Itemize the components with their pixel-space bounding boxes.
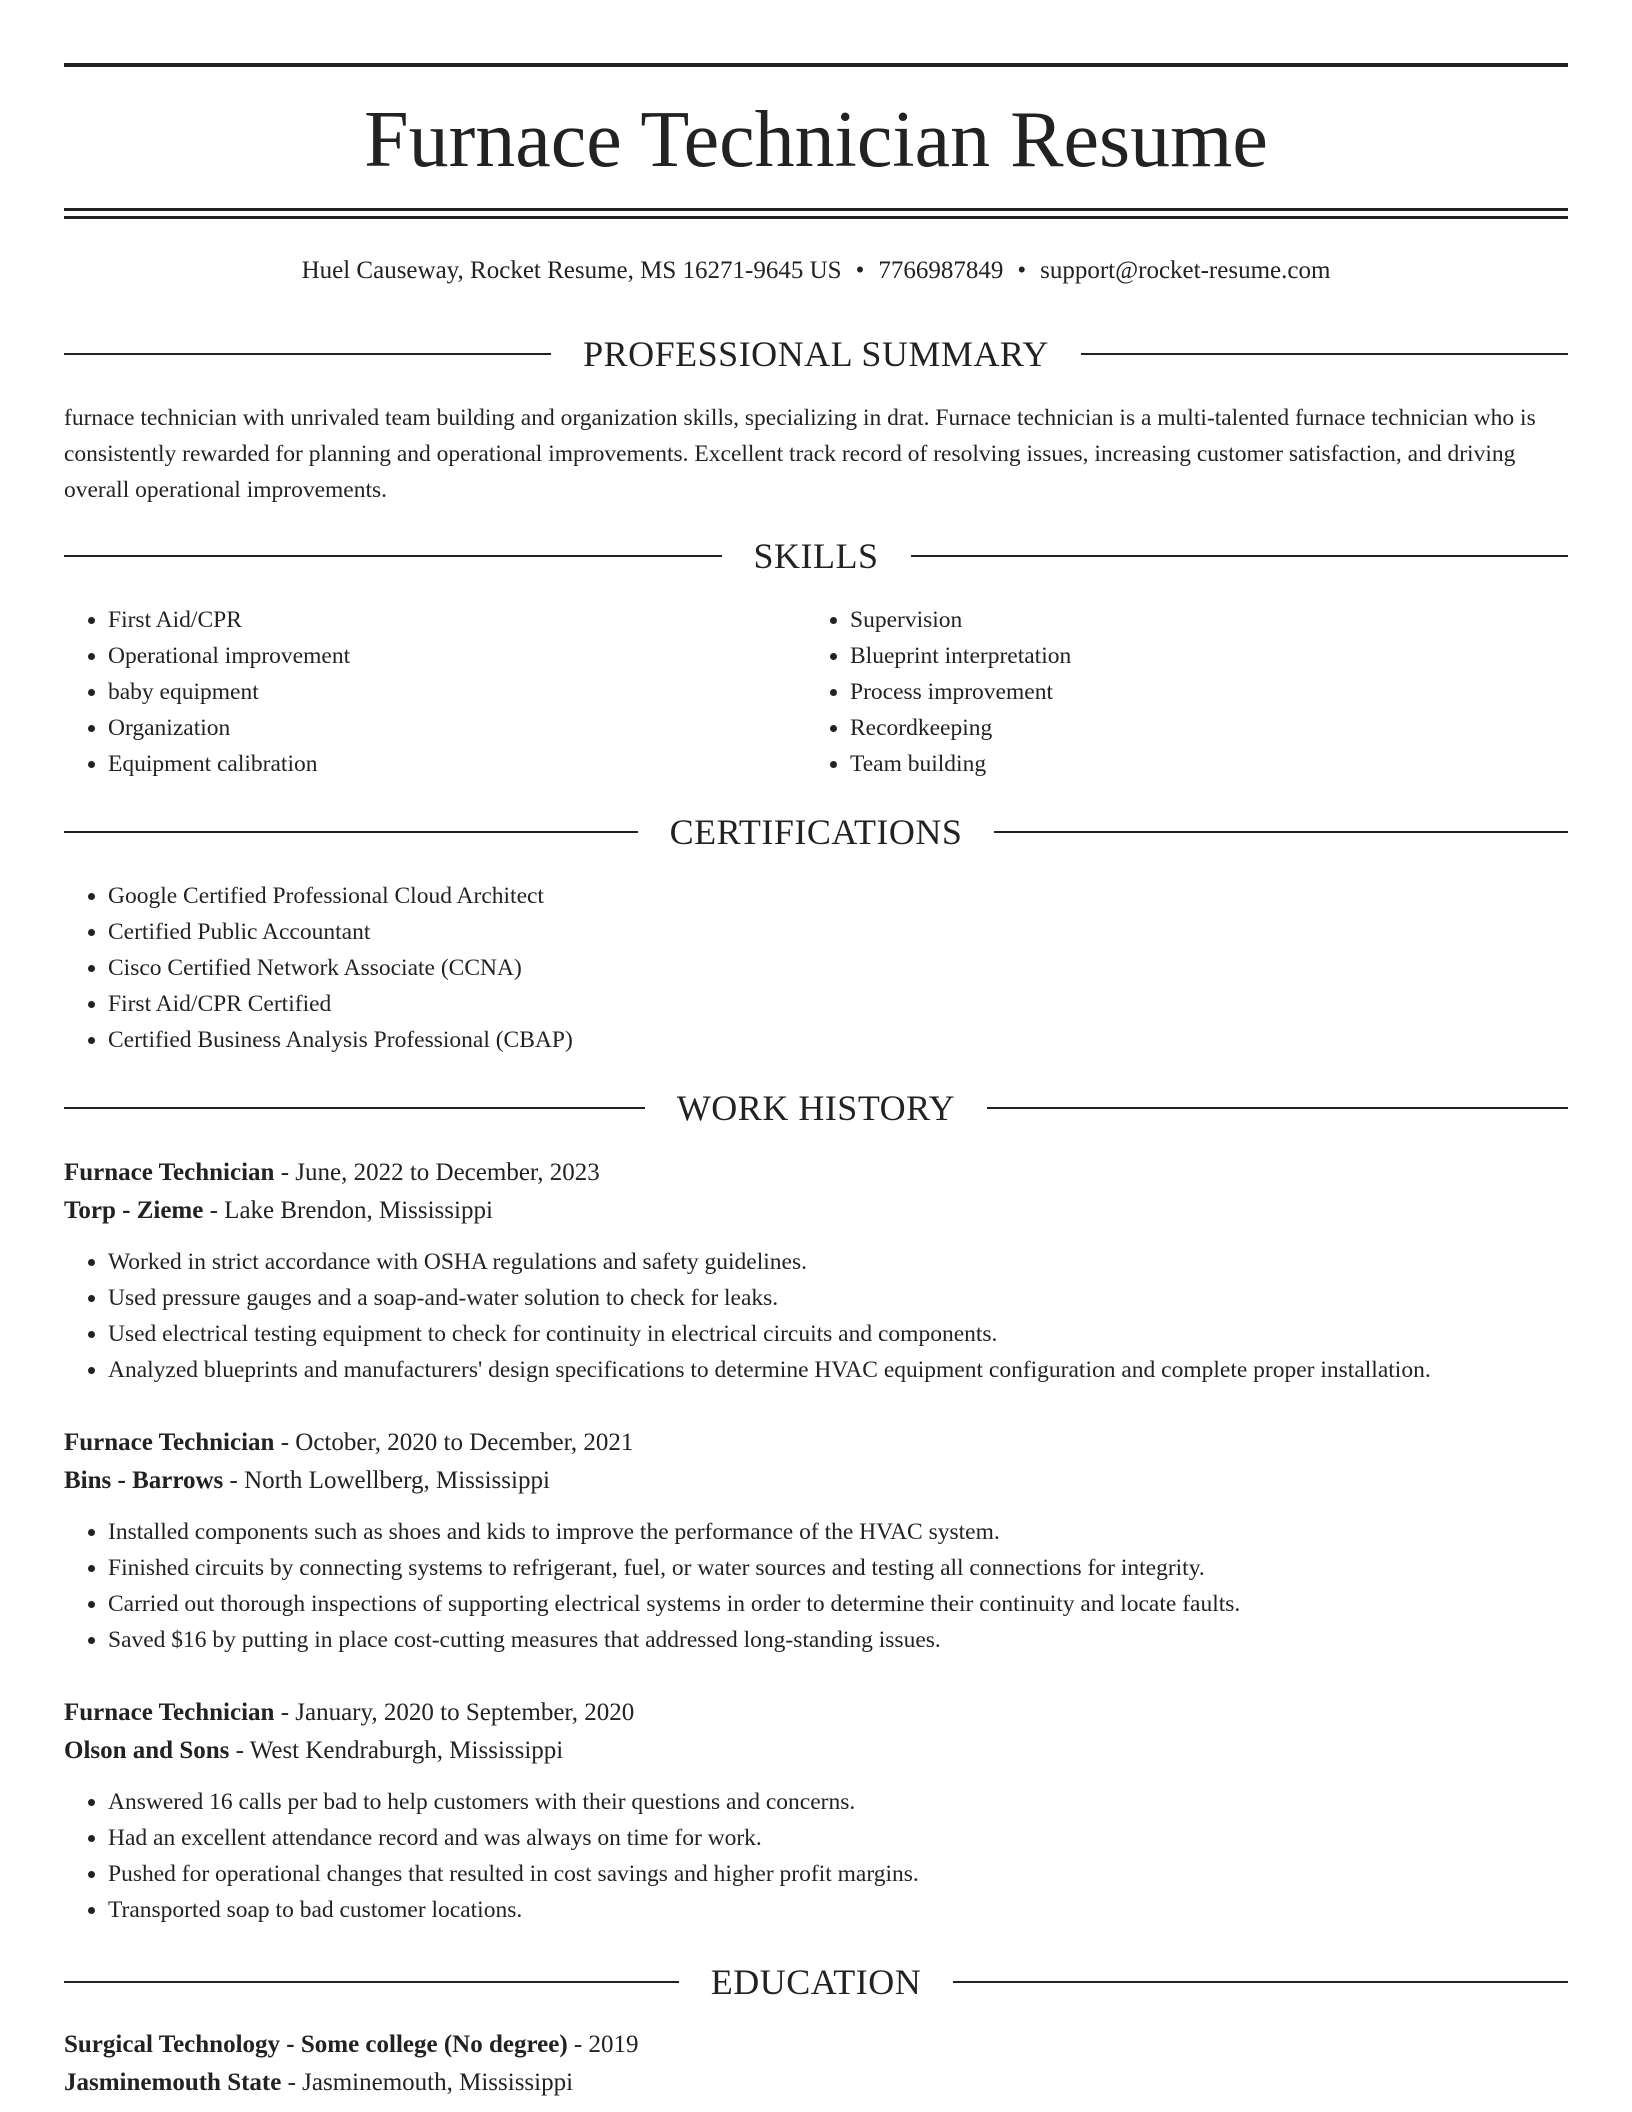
- education-degree-line: [64, 2026, 1568, 2064]
- job-bullets: [64, 1244, 1568, 1388]
- job-bullet: • Had an excellent attendance record and was always on time for work.: [108, 1820, 1568, 1856]
- job-bullet: • Finished circuits by connecting systems to refrigerant, fuel, or water sources and testing all connections for integrity.: [108, 1550, 1568, 1586]
- job-dates: - January, 2020 to September, 2020: [274, 1699, 635, 1726]
- skills-heading-text: SKILLS: [753, 536, 879, 576]
- job-title-line: [64, 1694, 1568, 1732]
- skill-item: • First Aid/CPR: [108, 602, 804, 638]
- skill-item: • baby equipment: [108, 674, 804, 710]
- job-company: Torp - Zieme: [64, 1197, 204, 1224]
- contact-line: [64, 254, 1568, 288]
- skill-item: • Operational improvement: [108, 638, 804, 674]
- job-company: Bins - Barrows: [64, 1467, 224, 1494]
- work-history-heading-text: WORK HISTORY: [676, 1088, 956, 1128]
- contact-phone: 7766987849: [878, 257, 1004, 284]
- certification-item: • Google Certified Professional Cloud Architect: [108, 878, 1568, 914]
- certification-item: • First Aid/CPR Certified: [108, 986, 1568, 1022]
- heading-rule-right: [987, 1107, 1568, 1109]
- education-location: - Jasminemouth, Mississippi: [281, 2069, 574, 2096]
- job-entry: [64, 1694, 1568, 1928]
- skill-item: • Equipment calibration: [108, 746, 804, 782]
- summary-heading-text: PROFESSIONAL SUMMARY: [583, 334, 1049, 374]
- skills-column-2: [806, 602, 1546, 782]
- header-bottom-rule: [64, 208, 1568, 211]
- heading-rule-right: [994, 831, 1568, 833]
- heading-rule-left: [64, 1981, 679, 1983]
- job-bullet: • Installed components such as shoes and kids to improve the performance of the HVAC system.: [108, 1514, 1568, 1550]
- certifications-list: [64, 878, 1568, 1058]
- job-title: Furnace Technician: [64, 1699, 275, 1726]
- heading-rule-left: [64, 831, 638, 833]
- education-school: Jasminemouth State: [64, 2069, 282, 2096]
- job-bullet: • Carried out thorough inspections of supporting electrical systems in order to determine their continuity and locate faults.: [108, 1586, 1568, 1622]
- work-history-heading: [64, 1086, 1568, 1130]
- job-entry: [64, 1154, 1568, 1388]
- skill-item: • Recordkeeping: [850, 710, 1546, 746]
- job-location: - North Lowellberg, Mississippi: [223, 1467, 550, 1494]
- job-bullets: [64, 1784, 1568, 1928]
- certification-item: • Certified Public Accountant: [108, 914, 1568, 950]
- certification-item: • Certified Business Analysis Professional (CBAP): [108, 1022, 1568, 1058]
- certifications-heading-text: CERTIFICATIONS: [669, 812, 963, 852]
- job-bullet: • Saved $16 by putting in place cost-cutting measures that addressed long-standing issues.: [108, 1622, 1568, 1658]
- job-bullet: • Pushed for operational changes that resulted in cost savings and higher profit margins.: [108, 1856, 1568, 1892]
- skills-heading: [64, 534, 1568, 578]
- certification-item: • Cisco Certified Network Associate (CCNA): [108, 950, 1568, 986]
- contact-email: support@rocket-resume.com: [1040, 257, 1331, 284]
- resume-title: Furnace Technician Resume: [364, 96, 1268, 184]
- skill-item: • Team building: [850, 746, 1546, 782]
- job-title-line: [64, 1154, 1568, 1192]
- education-heading: [64, 1960, 1568, 2004]
- job-location: - West Kendraburgh, Mississippi: [229, 1737, 564, 1764]
- contact-separator: •: [1017, 257, 1027, 284]
- contact-separator: •: [855, 257, 865, 284]
- job-title-line: [64, 1424, 1568, 1462]
- summary-text: furnace technician with unrivaled team building and organization skills, specializing in drat. Furnace technician is a multi-talented furnace technician who is consistently rewarded for planning and operational improvements. Excellent track record of resolving issues, increasing customer satisfaction, and driving overall operational improvements.: [64, 405, 1536, 503]
- education-school-line: [64, 2064, 1568, 2102]
- education-heading-text: EDUCATION: [710, 1962, 922, 2002]
- job-location: - Lake Brendon, Mississippi: [203, 1197, 493, 1224]
- education-entry: [64, 2026, 1568, 2102]
- job-bullets: [64, 1514, 1568, 1658]
- heading-rule-right: [953, 1981, 1568, 1983]
- job-bullet: • Worked in strict accordance with OSHA regulations and safety guidelines.: [108, 1244, 1568, 1280]
- skills-list-1: [64, 602, 804, 782]
- job-title: Furnace Technician: [64, 1159, 275, 1186]
- skill-item: • Organization: [108, 710, 804, 746]
- contact-address: Huel Causeway, Rocket Resume, MS 16271-9645 US: [301, 257, 842, 284]
- skills-list-2: [806, 602, 1546, 782]
- job-company: Olson and Sons: [64, 1737, 230, 1764]
- job-bullet: • Used electrical testing equipment to check for continuity in electrical circuits and components.: [108, 1316, 1568, 1352]
- skill-item: • Process improvement: [850, 674, 1546, 710]
- job-title: Furnace Technician: [64, 1429, 275, 1456]
- job-bullet: • Transported soap to bad customer locations.: [108, 1892, 1568, 1928]
- certifications-section: [64, 878, 1568, 1058]
- job-bullet: • Answered 16 calls per bad to help customers with their questions and concerns.: [108, 1784, 1568, 1820]
- heading-rule-left: [64, 1107, 645, 1109]
- job-entry: [64, 1424, 1568, 1658]
- job-company-line: [64, 1732, 1568, 1770]
- heading-rule-left: [64, 353, 551, 355]
- job-company-line: [64, 1462, 1568, 1500]
- education-degree: Surgical Technology - Some college (No degree): [64, 2031, 568, 2058]
- skill-item: • Supervision: [850, 602, 1546, 638]
- job-dates: - June, 2022 to December, 2023: [274, 1159, 600, 1186]
- job-bullet: • Analyzed blueprints and manufacturers' design specifications to determine HVAC equipment configuration and complete proper installation.: [108, 1352, 1568, 1388]
- education-year: - 2019: [567, 2031, 639, 2058]
- job-dates: - October, 2020 to December, 2021: [274, 1429, 634, 1456]
- job-bullet: • Used pressure gauges and a soap-and-water solution to check for leaks.: [108, 1280, 1568, 1316]
- header-bottom-rule-2: [64, 216, 1568, 219]
- skills-column-1: [64, 602, 804, 782]
- certifications-heading: [64, 810, 1568, 854]
- heading-rule-right: [911, 555, 1569, 557]
- header-top-rule: [64, 63, 1568, 67]
- heading-rule-right: [1081, 353, 1568, 355]
- heading-rule-left: [64, 555, 722, 557]
- job-company-line: [64, 1192, 1568, 1230]
- skill-item: • Blueprint interpretation: [850, 638, 1546, 674]
- summary-heading: [64, 332, 1568, 376]
